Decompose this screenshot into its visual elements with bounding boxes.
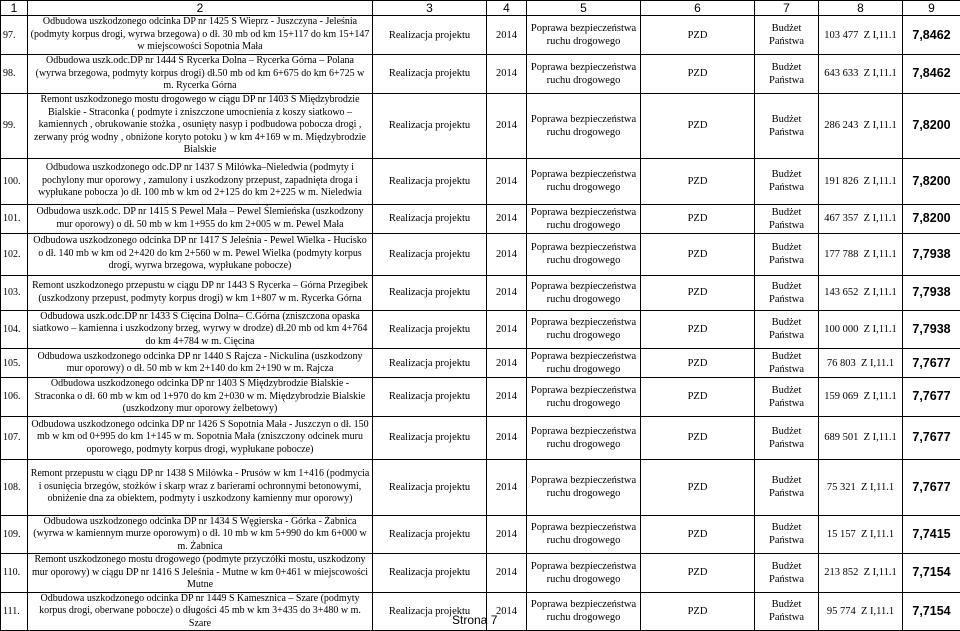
funding-source-cell: Budżet Państwa bbox=[755, 378, 819, 417]
amount-cell bbox=[819, 459, 903, 515]
score-cell: 7,8462 bbox=[903, 55, 960, 94]
classification-code: Z I,11.1 bbox=[864, 249, 897, 260]
project-description-cell: Remont uszkodzonego przepustu w ciągu DP nr 1443 S Rycerka – Górna Przegibek (uszkodzony przepust, podmyty korpus drogi) w km 1+807 w m. Rycerka Górna bbox=[28, 275, 373, 310]
amount-cell bbox=[819, 93, 903, 158]
funding-source-cell: Budżet Państwa bbox=[755, 204, 819, 233]
executor-cell: PZD bbox=[641, 349, 755, 378]
amount-cell bbox=[819, 592, 903, 631]
amount-value: 75 321 bbox=[827, 482, 856, 493]
header-cell: 3 bbox=[373, 1, 487, 16]
amount-value: 159 069 bbox=[824, 391, 858, 402]
row-number-cell: 109. bbox=[1, 515, 28, 554]
task-type-cell: Realizacja projektu bbox=[373, 554, 487, 593]
amount-cell bbox=[819, 378, 903, 417]
task-type-cell: Realizacja projektu bbox=[373, 378, 487, 417]
project-purpose-cell: Poprawa bezpieczeństwa ruchu drogowego bbox=[527, 55, 641, 94]
funding-source-cell: Budżet Państwa bbox=[755, 16, 819, 55]
classification-code: Z I,11.1 bbox=[864, 432, 897, 443]
header-cell: 6 bbox=[641, 1, 755, 16]
classification-code: Z I,11.1 bbox=[861, 482, 894, 493]
project-description-cell: Odbudowa uszkodzonego odcinka DP nr 1403 S Międzybrodzie Bialskie - Straconka o dł. 60 mb w km od 1+970 do km 2+030 w m. Międzybrodzie Bialskie (uszkodzony mur oporowy żelbetowy) bbox=[28, 378, 373, 417]
task-type-cell: Realizacja projektu bbox=[373, 233, 487, 275]
project-purpose-cell: Poprawa bezpieczeństwa ruchu drogowego bbox=[527, 554, 641, 593]
row-number-cell: 97. bbox=[1, 16, 28, 55]
row-number-cell: 108. bbox=[1, 459, 28, 515]
project-description-cell: Odbudowa uszk.odc.DP nr 1444 S Rycerka Dolna – Rycerka Górna – Polana (wyrwa brzegowa, podmyty korpus drogi) dł.50 mb od km 6+675 do km 6+725 w m. Rycerka Górna bbox=[28, 55, 373, 94]
executor-cell: PZD bbox=[641, 378, 755, 417]
row-number-cell: 111. bbox=[1, 592, 28, 631]
amount-value: 286 243 bbox=[824, 120, 858, 131]
project-description-cell: Odbudowa uszkodzonego odcinka DP nr 1449 S Kamesznica – Szare (podmyty korpus drogi, oberwane pobocze) o długości 45 mb w km 3+435 do 3+480 w m. Szare bbox=[28, 592, 373, 631]
task-type-cell: Realizacja projektu bbox=[373, 349, 487, 378]
score-cell: 7,7415 bbox=[903, 515, 960, 554]
project-description-cell: Odbudowa uszkodzonego odcinka DP nr 1440 S Rajcza - Nickulina (uszkodzony mur oporowy) o dł. 50 mb w km 2+140 do km 2+190 w m. Rajcza bbox=[28, 349, 373, 378]
row-number-cell: 106. bbox=[1, 378, 28, 417]
year-cell: 2014 bbox=[487, 515, 527, 554]
row-number-cell: 100. bbox=[1, 158, 28, 204]
task-type-cell: Realizacja projektu bbox=[373, 592, 487, 631]
executor-cell: PZD bbox=[641, 459, 755, 515]
project-description-cell: Odbudowa uszk.odc.DP nr 1433 S Cięcina Dolna– C.Górna (zniszczona opaska siatkowo – kamienna i uszkodzony brzeg, wyrwy w drodze) dł.20 mb od km 4+764 do km 4+784 w m. Cięcina bbox=[28, 310, 373, 349]
executor-cell: PZD bbox=[641, 55, 755, 94]
executor-cell: PZD bbox=[641, 93, 755, 158]
classification-code: Z I,11.1 bbox=[864, 120, 897, 131]
project-purpose-cell: Poprawa bezpieczeństwa ruchu drogowego bbox=[527, 158, 641, 204]
score-cell: 7,7154 bbox=[903, 592, 960, 631]
amount-cell bbox=[819, 204, 903, 233]
funding-source-cell: Budżet Państwa bbox=[755, 349, 819, 378]
classification-code: Z I,11.1 bbox=[864, 567, 897, 578]
year-cell: 2014 bbox=[487, 55, 527, 94]
row-number-cell: 99. bbox=[1, 93, 28, 158]
table-row bbox=[1, 93, 960, 158]
amount-cell bbox=[819, 310, 903, 349]
funding-source-cell: Budżet Państwa bbox=[755, 416, 819, 459]
project-purpose-cell: Poprawa bezpieczeństwa ruchu drogowego bbox=[527, 93, 641, 158]
task-type-cell: Realizacja projektu bbox=[373, 204, 487, 233]
amount-value: 143 652 bbox=[824, 287, 858, 298]
header-cell: 5 bbox=[527, 1, 641, 16]
year-cell: 2014 bbox=[487, 204, 527, 233]
project-description-cell: Odbudowa uszk.odc. DP nr 1415 S Pewel Mała – Pewel Ślemieńska (uszkodzony mur oporowy) o dł. 50 mb w km 1+955 do km 2+005 w m. Pewel Mała bbox=[28, 204, 373, 233]
classification-code: Z I,11.1 bbox=[864, 213, 897, 224]
amount-value: 15 157 bbox=[827, 529, 856, 540]
task-type-cell: Realizacja projektu bbox=[373, 459, 487, 515]
funding-source-cell: Budżet Państwa bbox=[755, 158, 819, 204]
task-type-cell: Realizacja projektu bbox=[373, 158, 487, 204]
year-cell: 2014 bbox=[487, 158, 527, 204]
classification-code: Z I,11.1 bbox=[864, 287, 897, 298]
executor-cell: PZD bbox=[641, 275, 755, 310]
executor-cell: PZD bbox=[641, 416, 755, 459]
task-type-cell: Realizacja projektu bbox=[373, 310, 487, 349]
amount-value: 177 788 bbox=[824, 249, 858, 260]
row-number-cell: 98. bbox=[1, 55, 28, 94]
amount-cell bbox=[819, 16, 903, 55]
year-cell: 2014 bbox=[487, 459, 527, 515]
project-purpose-cell: Poprawa bezpieczeństwa ruchu drogowego bbox=[527, 459, 641, 515]
task-type-cell: Realizacja projektu bbox=[373, 93, 487, 158]
project-description-cell: Remont przepustu w ciągu DP nr 1438 S Milówka - Prusów w km 1+416 (podmycia i osunięcia brzegów, stożków i skarp wraz z barierami ochronnymi betonowymi, obniżenie dna za obiektem, podmyty i uszkodzony kamienny mur oporowy) bbox=[28, 459, 373, 515]
score-cell: 7,8200 bbox=[903, 204, 960, 233]
executor-cell: PZD bbox=[641, 310, 755, 349]
project-purpose-cell: Poprawa bezpieczeństwa ruchu drogowego bbox=[527, 378, 641, 417]
amount-value: 100 000 bbox=[824, 324, 858, 335]
header-cell: 7 bbox=[755, 1, 819, 16]
year-cell: 2014 bbox=[487, 416, 527, 459]
funding-source-cell: Budżet Państwa bbox=[755, 592, 819, 631]
table-row bbox=[1, 204, 960, 233]
row-number-cell: 102. bbox=[1, 233, 28, 275]
project-description-cell: Odbudowa uszkodzonego odc.DP nr 1437 S Milówka–Nieledwia (podmyty i pochylony mur oporowy , zamulony i uszkodzony przepust, zapadnięta droga i wypłukane pobocza )o dł. 100 mb w km od 2+125 do km 2+225 w m. Nieledwia bbox=[28, 158, 373, 204]
amount-value: 191 826 bbox=[824, 176, 858, 187]
row-number-cell: 105. bbox=[1, 349, 28, 378]
table-row bbox=[1, 459, 960, 515]
project-description-cell: Odbudowa uszkodzonego odcinka DP nr 1425 S Wieprz - Juszczyna - Jeleśnia (podmyty korpus drogi, wyrwa brzegowa) o dł. 30 mb od km 15+117 do km 15+147 w miejscowości Sopotnia Mała bbox=[28, 16, 373, 55]
row-number-cell: 110. bbox=[1, 554, 28, 593]
executor-cell: PZD bbox=[641, 592, 755, 631]
task-type-cell: Realizacja projektu bbox=[373, 275, 487, 310]
table-row bbox=[1, 55, 960, 94]
table-row bbox=[1, 233, 960, 275]
table-row bbox=[1, 16, 960, 55]
amount-cell bbox=[819, 554, 903, 593]
table-row bbox=[1, 554, 960, 593]
page-number: Strona 7 bbox=[452, 613, 497, 627]
score-cell: 7,7938 bbox=[903, 275, 960, 310]
year-cell: 2014 bbox=[487, 592, 527, 631]
project-description-cell: Remont uszkodzonego mostu drogowego (podmyte przyczółki mostu, uszkodzony mur oporowy) w ciągu DP nr 1416 S Jeleśnia - Mutne w km 0+461 w miejscowości Mutne bbox=[28, 554, 373, 593]
funding-source-cell: Budżet Państwa bbox=[755, 275, 819, 310]
header-cell: 8 bbox=[819, 1, 903, 16]
table-row bbox=[1, 310, 960, 349]
executor-cell: PZD bbox=[641, 16, 755, 55]
project-purpose-cell: Poprawa bezpieczeństwa ruchu drogowego bbox=[527, 416, 641, 459]
score-cell: 7,8200 bbox=[903, 93, 960, 158]
amount-cell bbox=[819, 349, 903, 378]
project-description-cell: Odbudowa uszkodzonego odcinka DP nr 1417 S Jeleśnia - Pewel Wielka - Hucisko o dł. 140 mb w km od 2+420 do km 2+560 w m. Pewel Wielka (podmyty korpus drogi, wyrwa brzegowa, wypłukane pobocze) bbox=[28, 233, 373, 275]
header-cell: 1 bbox=[1, 1, 28, 16]
score-cell: 7,7677 bbox=[903, 378, 960, 417]
year-cell: 2014 bbox=[487, 378, 527, 417]
row-number-cell: 107. bbox=[1, 416, 28, 459]
amount-value: 467 357 bbox=[824, 213, 858, 224]
funding-source-cell: Budżet Państwa bbox=[755, 515, 819, 554]
amount-value: 95 774 bbox=[827, 606, 856, 617]
task-type-cell: Realizacja projektu bbox=[373, 416, 487, 459]
score-cell: 7,7938 bbox=[903, 310, 960, 349]
table-row bbox=[1, 515, 960, 554]
project-purpose-cell: Poprawa bezpieczeństwa ruchu drogowego bbox=[527, 515, 641, 554]
year-cell: 2014 bbox=[487, 310, 527, 349]
classification-code: Z I,11.1 bbox=[861, 358, 894, 369]
project-purpose-cell: Poprawa bezpieczeństwa ruchu drogowego bbox=[527, 204, 641, 233]
header-row bbox=[1, 1, 960, 16]
amount-cell bbox=[819, 416, 903, 459]
task-type-cell: Realizacja projektu bbox=[373, 55, 487, 94]
project-purpose-cell: Poprawa bezpieczeństwa ruchu drogowego bbox=[527, 275, 641, 310]
funding-source-cell: Budżet Państwa bbox=[755, 459, 819, 515]
amount-value: 213 852 bbox=[824, 567, 858, 578]
project-description-cell: Odbudowa uszkodzonego odcinka DP nr 1426 S Sopotnia Mała - Juszczyn o dł. 150 mb w km od 0+995 do km 1+145 w m. Sopotnia Mała (zniszczony odcinek muru oporowego, podmyty korpus drogi, wypłukane pobocze) bbox=[28, 416, 373, 459]
table-row bbox=[1, 158, 960, 204]
year-cell: 2014 bbox=[487, 554, 527, 593]
score-cell: 7,7677 bbox=[903, 416, 960, 459]
amount-value: 689 501 bbox=[824, 432, 858, 443]
classification-code: Z I,11.1 bbox=[861, 606, 894, 617]
year-cell: 2014 bbox=[487, 93, 527, 158]
amount-cell bbox=[819, 158, 903, 204]
task-type-cell: Realizacja projektu bbox=[373, 16, 487, 55]
project-purpose-cell: Poprawa bezpieczeństwa ruchu drogowego bbox=[527, 16, 641, 55]
executor-cell: PZD bbox=[641, 554, 755, 593]
amount-value: 76 803 bbox=[827, 358, 856, 369]
amount-cell bbox=[819, 233, 903, 275]
score-cell: 7,7154 bbox=[903, 554, 960, 593]
amount-value: 643 633 bbox=[824, 68, 858, 79]
funding-source-cell: Budżet Państwa bbox=[755, 310, 819, 349]
year-cell: 2014 bbox=[487, 349, 527, 378]
project-purpose-cell: Poprawa bezpieczeństwa ruchu drogowego bbox=[527, 233, 641, 275]
header-cell: 2 bbox=[28, 1, 373, 16]
amount-cell bbox=[819, 275, 903, 310]
table-row bbox=[1, 378, 960, 417]
table-row bbox=[1, 349, 960, 378]
score-cell: 7,8462 bbox=[903, 16, 960, 55]
score-cell: 7,7677 bbox=[903, 459, 960, 515]
project-purpose-cell: Poprawa bezpieczeństwa ruchu drogowego bbox=[527, 349, 641, 378]
project-purpose-cell: Poprawa bezpieczeństwa ruchu drogowego bbox=[527, 310, 641, 349]
funding-source-cell: Budżet Państwa bbox=[755, 93, 819, 158]
table-row bbox=[1, 275, 960, 310]
header-cell: 4 bbox=[487, 1, 527, 16]
funding-source-cell: Budżet Państwa bbox=[755, 233, 819, 275]
classification-code: Z I,11.1 bbox=[864, 68, 897, 79]
classification-code: Z I,11.1 bbox=[864, 30, 897, 41]
year-cell: 2014 bbox=[487, 233, 527, 275]
funding-source-cell: Budżet Państwa bbox=[755, 554, 819, 593]
score-cell: 7,8200 bbox=[903, 158, 960, 204]
project-description-cell: Odbudowa uszkodzonego odcinka DP nr 1434 S Węgierska - Górka - Żabnica (wyrwa w kamiennym murze oporowym) o dł. 10 mb w km 5+990 do km 6+000 w m. Żabnica bbox=[28, 515, 373, 554]
task-type-cell: Realizacja projektu bbox=[373, 515, 487, 554]
year-cell: 2014 bbox=[487, 275, 527, 310]
amount-cell bbox=[819, 515, 903, 554]
row-number-cell: 103. bbox=[1, 275, 28, 310]
executor-cell: PZD bbox=[641, 204, 755, 233]
amount-cell bbox=[819, 55, 903, 94]
amount-value: 103 477 bbox=[824, 30, 858, 41]
project-description-cell: Remont uszkodzonego mostu drogowego w ciągu DP nr 1403 S Międzybrodzie Bialskie - Straconka ( podmyte i zniszczone umocnienia z koszy siatkowo – kamiennych , obrukowanie stożka , osunięty nasyp i podbudowa pobocza drogi , zerwany próg wodny , obniżone koryto potoku ) w km 4+169 w m. Międzybrodzie Bialskie bbox=[28, 93, 373, 158]
executor-cell: PZD bbox=[641, 233, 755, 275]
score-cell: 7,7938 bbox=[903, 233, 960, 275]
executor-cell: PZD bbox=[641, 515, 755, 554]
row-number-cell: 101. bbox=[1, 204, 28, 233]
funding-source-cell: Budżet Państwa bbox=[755, 55, 819, 94]
table-row bbox=[1, 416, 960, 459]
classification-code: Z I,11.1 bbox=[864, 324, 897, 335]
score-cell: 7,7677 bbox=[903, 349, 960, 378]
project-purpose-cell: Poprawa bezpieczeństwa ruchu drogowego bbox=[527, 592, 641, 631]
header-cell: 9 bbox=[903, 1, 960, 16]
classification-code: Z I,11.1 bbox=[861, 529, 894, 540]
executor-cell: PZD bbox=[641, 158, 755, 204]
row-number-cell: 104. bbox=[1, 310, 28, 349]
year-cell: 2014 bbox=[487, 16, 527, 55]
classification-code: Z I,11.1 bbox=[864, 391, 897, 402]
classification-code: Z I,11.1 bbox=[864, 176, 897, 187]
